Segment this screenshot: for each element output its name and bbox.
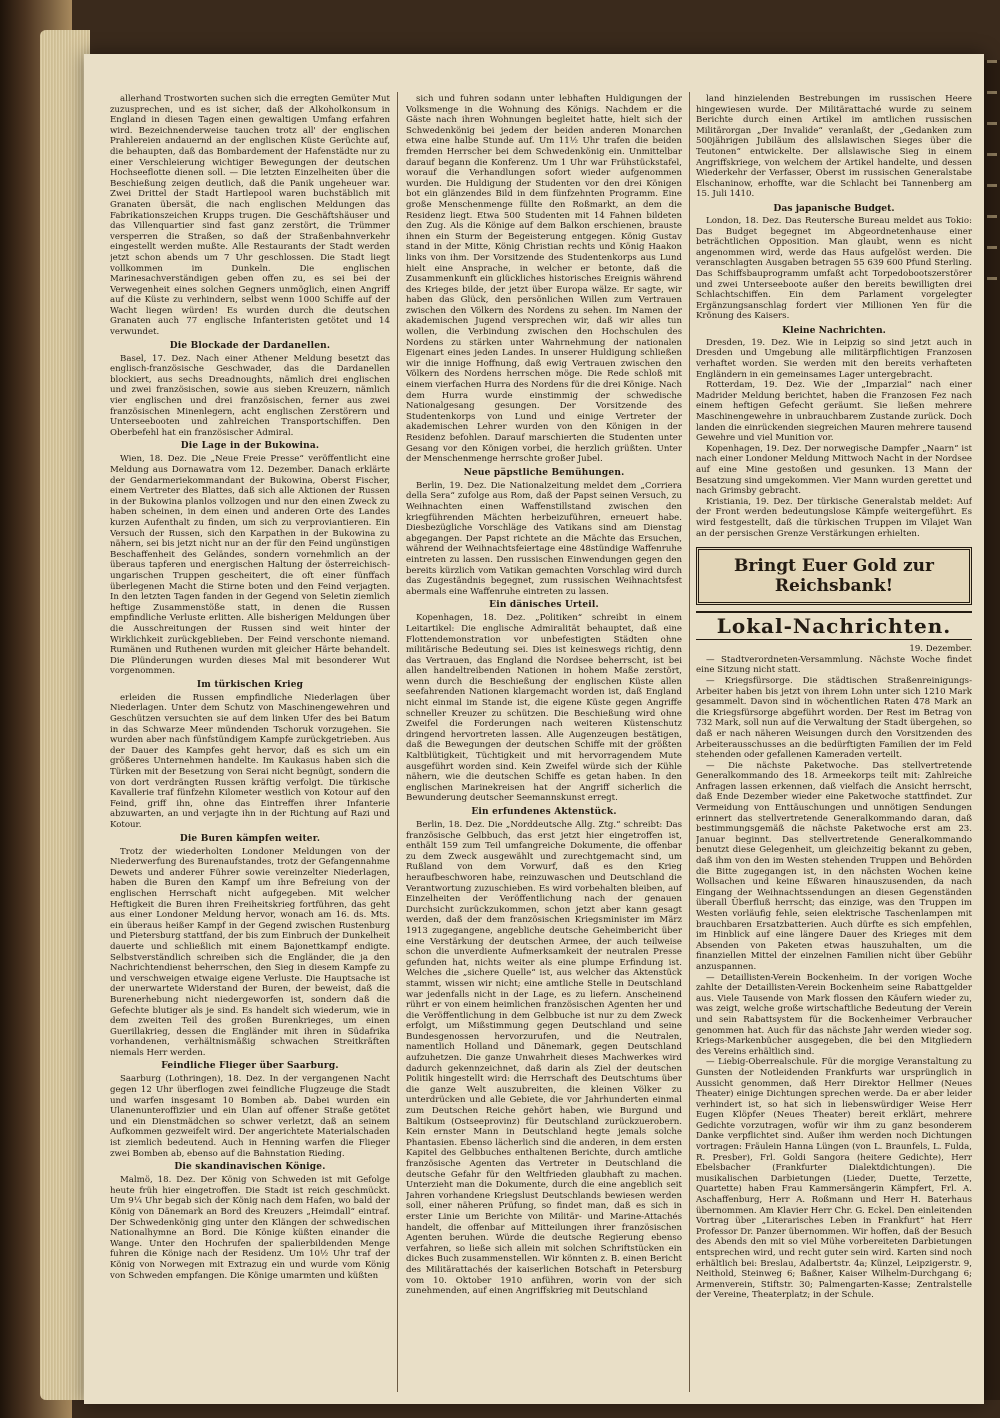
column-3: [696, 94, 972, 1384]
article-paragraph: Berlin, 19. Dez. Die Nationalzeitung meldet dem „Corriera della Sera“ zufolge aus Rom, daß der Papst seinen Versuch, zu Weihnachten einen Waffenstillstand zwischen den kriegführenden Mächten herbeizuführen, erneuert habe. Diesbezügliche Vorschläge des Vatikans sind am Dienstag abgegangen. Der Papst richtete an die Mächte das Ersuchen, während der Weihnachtsfeiertage eine 48stündige Waffenruhe eintreten zu lassen. Den russischen Einwendungen gegen den bereits kürzlich vom Vatikan gemachten Vorschlag wird durch das Zugeständnis begegnet, zum russischen Weihnachtsfest abermals eine Waffenruhe eintreten zu lassen.: [406, 480, 682, 597]
article-heading: Die skandinavischen Könige.: [174, 1162, 326, 1173]
article-paragraph: Berlin, 18. Dez. Die „Norddeutsche Allg. Ztg.“ schreibt: Das französische Gelbbuch, das erst jetzt hier eingetroffen ist, enthält 159 zum Teil umfangreiche Dokumente, die offenbar zu dem Zweck ausgewählt und zurechtgemacht sind, um Rußland von dem Vorwurf, daß es den Krieg heraufbeschworen habe, reinzuwaschen und Deutschland die Verantwortung zuzuschieben. Es wird vorbehalten bleiben, auf Einzelheiten der Veröffentlichung nach der genauen Durchsicht zurückzukommen, schon jetzt aber kann gesagt werden, daß der dem französischen Kriegsminister im März 1913 zugegangene, angebliche deutsche Geheimbericht über eine Verstärkung der deutschen Armee, der auch teilweise schon die unverdiente Aufmerksamkeit der neutralen Presse gefunden hat, nichts weiter als eine plumpe Erfindung ist. Welches die „sichere Quelle“ ist, aus welcher das Aktenstück stammt, wissen wir nicht; eine amtliche Stelle in Deutschland war jedenfalls nicht in der Lage, es zu liefern. Anscheinend rührt er von einem heimlichen französischen Agenten her und die Veröffentlichung in dem Gelbbuche ist nur zu dem Zweck erfolgt, um Mißstimmung gegen Deutschland und seine Bundesgenossen hervorzurufen, und die Neutralen, namentlich Holland und Dänemark, gegen Deutschland aufzuhetzen. Die ganze Unwahrheit dieses Machwerkes wird dadurch gekennzeichnet, daß darin als Ziel der deutschen Politik hingestellt wird: die Herrschaft des Deutschtums über die ganze Welt auszubreiten, die kleinen Völker zu unterdrücken und alle Gebiete, die vor Jahrhunderten einmal zum Deutschen Reiche gehört haben, wie Burgund und Baltikum (Ostseeprovinz) für Deutschland zurückzuerobern. Kein ernster Mann in Deutschland hegte jemals solche Phantasien. Ebenso lächerlich sind die anderen, in dem ersten Kapitel des Gelbbuches enthaltenen Berichte, durch amtliche französische Agenten das Vertreter in Deutschland die deutsche Gefahr für den Weltfrieden glaubhaft zu machen. Unterzieht man die Dokumente, durch die eine angeblich seit Jahren vorhandene Kriegslust Deutschlands bewiesen werden soll, einer näheren Prüfung, so findet man, daß es sich in erster Linie um Berichte von Militär- und Marine-Attachés handelt, die offenbar auf Mitteilungen ihrer französischen Agenten beruhen. Würde die deutsche Regierung ebenso verfahren, so ließe sich allein mit solchen Schriftstücken ein dickes Buch zusammenstellen. Wir könnten z. B. einen Bericht des Militärattachés der kaiserlichen Botschaft in Petersburg vom 10. Oktober 1910 anführen, worin von der sich zunehmenden, auf einen Angriffskrieg mit Deutschland: [406, 820, 682, 1297]
reichsbank-banner: Bringt Euer Gold zur Reichsbank!: [696, 547, 972, 605]
article-heading: Die Blockade der Dardanellen.: [169, 340, 331, 351]
article-paragraph: Rotterdam, 19. Dez. Wie der „Imparzial“ nach einer Madrider Meldung berichtet, haben die Franzosen Fez nach einem heftigen Gefecht geräumt. Sie ließen mehrere Maschinengewehre in unbrauchbarem Zustande zurück. Doch landen die einrückenden siegreichen Mauren mehrere tausend Gewehre und viel Munition vor.: [696, 380, 972, 444]
article-paragraph: erleiden die Russen empfindliche Niederlagen über Niederlagen. Unter dem Schutz von Maschinengewehren und Geschützen versuchten sie auf dem linken Ufer des bei Batum in das Schwarze Meer mündenden Tschoruk vorzugehen. Sie wurden aber nach fünfstündigem Kampfe zurückgetrieben. Aus der Dauer des Kampfes geht hervor, daß es sich um ein größeres Unternehmen handelte. Im Kaukasus haben sich die Türken mit der Besetzung von Serai nicht begnügt, sondern die von dort verdrängten Russen kräftig verfolgt. Die türkische Kavallerie traf fünfzehn Kilometer westlich von Kotour auf den Feind, griff ihn, ohne das Eintreffen ihrer Infanterie abzuwarten, an und verjagte ihn in der Richtung auf Razi und Kotour.: [110, 692, 390, 830]
article-paragraph: Dresden, 19. Dez. Wie in Leipzig so sind jetzt auch in Dresden und Umgebung alle militärpflichtigen Franzosen verhaftet worden. Sie werden mit den bereits verhafteten Engländern in ein gemeinsames Lager untergebracht.: [696, 337, 972, 380]
article-heading: Das japanische Budget.: [773, 202, 895, 214]
article-paragraph: Wien, 18. Dez. Die „Neue Freie Presse“ veröffentlicht eine Meldung aus Dornawatra vom 12. Dezember. Danach erklärte der Gendarmeriekommandant der Bukowina, Oberst Fischer, einem Vertreter des Blattes, daß sich alle Aktionen der Russen in der Bukowina planlos vollzogen und nur den einen Zweck zu haben scheinen, in dem einen und anderen Orte des Landes kurzen Aufenthalt zu finden, um sich zu verproviantieren. Ein Versuch der Russen, sich den Karpathen in der Bukowina zu nähern, sei bis jetzt nicht nur an der für den Feind ungünstigen Beschaffenheit des Geländes, sondern vornehmlich an der überaus tapferen und energischen Haltung der österreichisch-ungarischen Truppen gescheitert, die oft einer fünffach überlegenen Macht die Stirne boten und den Feind verjagten. In den letzten Tagen fanden in der Gegend von Seletin ziemlich heftige Zusammenstöße statt, in denen die Russen empfindliche Verluste erlitten. Alle bisherigen Meldungen über die Ausschreitungen der Russen sind weit hinter der Wirklichkeit zurückgeblieben. Der Feind verschonte niemand. Rumänen und Ruthenen wurden mit gleicher Härte behandelt. Die Plünderungen wurden dieses Mal mit besonderer Wut vorgenommen.: [110, 454, 390, 677]
article-paragraph: Malmö, 18. Dez. Der König von Schweden ist mit Gefolge heute früh hier eingetroffen. Die Stadt ist reich geschmückt. Um 9¼ Uhr begab sich der König nach dem Hafen, wo bald der König von Dänemark an Bord des Kreuzers „Heimdall“ eintraf. Der Schwedenkönig ging unter den Klängen der schwedischen Nationalhymne an Bord. Die Könige küßten einander die Wange. Unter den Hochrufen der spalierbildenden Menge fuhren die Könige nach der Residenz. Um 10½ Uhr traf der König von Norwegen mit Extrazug ein und wurde vom König von Schweden empfangen. Die Könige umarmten und küßten: [110, 1175, 390, 1281]
article-heading: Die Buren kämpfen weiter.: [179, 833, 321, 844]
article-heading: Kleine Nachrichten.: [782, 324, 886, 336]
article-paragraph: — Stadtverordneten-Versammlung. Nächste Woche findet eine Sitzung nicht statt.: [696, 654, 972, 676]
article-paragraph: Kopenhagen, 18. Dez. „Politiken“ schreibt in einem Leitartikel: Die englische Admiralität behauptet, daß eine Flottendemonstration vor unbefestigten Städten ohne militärische Bedeutung sei. Dies ist keineswegs richtig, denn das Vertrauen, das England die Nordsee beherrscht, ist bei allen handeltreibenden Nationen in hohem Maße zerstört, wenn durch die Beschießung der englischen Küste allen seefahrenden Nationen klargemacht worden ist, daß England nicht einmal im Stande ist, die eigene Küste gegen Angriffe schneller Kreuzer zu schützen. Die Beschießung wird ohne Zweifel die Forderungen nach weiteren Küstenschutz dringend hervortreten lassen. Alle Augenzeugen bestätigen, daß die Bewegungen der deutschen Schiffe mit der größten Kaltblütigkeit, Tüchtigkeit und mit hervorragendem Mute ausgeführt worden sind. Kein Zweifel würde sich der Kühle nähern, wie die deutschen Schiffe es getan haben. In den englischen Marinekreisen hat der Angriff sicherlich die Bewunderung deutscher Seemannskunst erregt.: [406, 613, 682, 804]
article-paragraph: sich und fuhren sodann unter lebhaften Huldigungen der Volksmenge in die Wohnung des Königs. Nachdem er die Gäste nach ihren Wohnungen begleitet hatte, hielt sich der Schwedenkönig bei jedem der beiden anderen Monarchen etwa eine halbe Stunde auf. Um 11½ Uhr trafen die beiden fremden Herrscher bei dem Schwedenkönig ein. Unmittelbar darauf begann die Konferenz. Um 1 Uhr war Frühstückstafel, worauf die Verhandlungen sofort wieder aufgenommen wurden. Die Huldigung der Studenten vor den drei Königen bot ein glänzendes Bild in dem fünfzehnten Programm. Eine große Menschenmenge füllte den Roßmarkt, an dem die Residenz liegt. Etwa 500 Studenten mit 14 Fahnen bildeten den Zug. Als die Könige auf dem Balkon erschienen, brauste ihnen ein Sturm der Begeisterung entgegen. König Gustav stand in der Mitte, König Christian rechts und König Haakon links von ihm. Der Vorsitzende des Studentenkorps aus Lund hielt eine Ansprache, in welcher er betonte, daß die Zusammenkunft ein glückliches historisches Ereignis während des Krieges bilde, der jetzt über Europa wälze. Er sagte, wir haben das Glück, den persönlichen Willen zum Vertrauen zwischen den Völkern des Nordens zu sehen. Im Namen der akademischen Jugend versprechen wir, daß wir alles tun wollen, die Verbindung zwischen den Hochschulen des Nordens zu stärken unter Wahrnehmung der nationalen Eigenart eines jeden Landes. In unserer Huldigung schließen wir die innige Hoffnung, daß ewig Vertrauen zwischen den Völkern des Nordens herrschen möge. Die Rede schloß mit einem vierfachen Hurra des Nordens für die drei Könige. Nach dem Hurra wurde einstimmig der schwedische Nationalgesang gesungen. Der Vorsitzende des Studentenkorps von Lund und einige Vertreter der akademischen Lehrer wurden von den Königen in der Residenz befohlen. Darauf marschierten die Studenten unter Gesang vor den Königen vorbei, die herzlich grüßten. Unter der Menschenmenge herrschte großer Jubel.: [406, 94, 682, 465]
article-paragraph: — Kriegsfürsorge. Die städtischen Straßenreinigungs-Arbeiter haben bis jetzt von ihrem Lohn unter sich 1210 Mark gesammelt. Davon sind in wöchentlichen Raten 478 Mark an die Kriegsfürsorge abgeführt worden. Der Rest im Betrag von 732 Mark, soll nun auf die Verwaltung der Stadt übergehen, so daß er nach näheren Weisungen durch den Vorsitzenden des Arbeiterausschusses an die bedürftigten Familien der im Feld stehenden oder gefallenen Kameraden verteilt.: [696, 675, 972, 761]
article-paragraph: Trotz der wiederholten Londoner Meldungen von der Niederwerfung des Burenaufstandes, trotz der Gefangennahme Dewets und anderer Führer sowie vereinzelter Niederlagen, haben die Buren den Kampf um ihre Befreiung von der englischen Herrschaft nicht aufgegeben. Mit welcher Heftigkeit die Buren ihren Freiheitskrieg fortführen, das geht aus einer Londoner Meldung hervor, wonach am 16. ds. Mts. ein überaus heißer Kampf in der Gegend zwischen Rustenburg und Pietersburg stattfand, der bis zum Einbruch der Dunkelheit dauerte und schließlich mit einem Bajonettkampf endigte. Selbstverständlich schreiben sich die Engländer, die ja den Nachrichtendienst beherrschen, den Sieg in diesem Kampfe zu und verschweigen etwaige eigene Verluste. Die Hauptsache ist der unerwartete Widerstand der Buren, der beweist, daß die Burenerhebung nicht niedergeworfen ist, sondern daß die Gefechte blutiger als je sind. Es handelt sich wiederum, wie in dem zweiten Teil des großen Burenkrieges, um einen Guerillakrieg, dessen die Engländer mit ihren in Südafrika vorhandenen, verhältnismäßig schwachen Streitkräften niemals Herr werden.: [110, 846, 390, 1058]
next-page-edge: [984, 60, 1000, 1400]
article-paragraph: — Die nächste Paketwoche. Das stellvertretende Generalkommando des 18. Armeekorps teilt mit: Zahlreiche Anfragen lassen erkennen, daß vielfach die Ansicht herrscht, daß Ende Dezember wieder eine Paketwoche stattfindet. Zur Vermeidung von Enttäuschungen und unnötigen Sendungen erinnert das stellvertretende Generalkommando daran, daß bestimmungsgemäß die nächste Paketwoche erst am 23. Januar beginnt. Das stellvertretende Generalkommando benutzt diese Gelegenheit, um gleichzeitig bekannt zu geben, daß ihm von den im Westen stehenden Truppen und Behörden die Bitte zugegangen ist, in den nächsten Wochen keine Wollsachen und keine Eßwaren hinauszusenden, da nach Eingang der Weihnachtssendungen an diesen Gegenständen überall Überfluß herrscht; das einzige, was den Truppen im Westen vorläufig fehle, seien elektrische Taschenlampen mit brauchbaren Ersatzbatterien. Auch dürfte es sich empfehlen, im Hinblick auf eine längere Dauer des Krieges mit dem Absenden von Paketen etwas hauszuhalten, um die finanziellen Mittel der einzelnen Familien nicht über Gebühr anzuspannen.: [696, 760, 972, 972]
dateline: 19. Dezember.: [909, 644, 972, 655]
article-heading: Feindliche Flieger über Saarburg.: [161, 1061, 339, 1072]
article-paragraph: Kopenhagen, 19. Dez. Der norwegische Dampfer „Naarn“ ist nach einer Londoner Meldung Mittwoch Nacht in der Nordsee auf eine Mine gestoßen und gesunken. 13 Mann der Besatzung sind umgekommen. Vier Mann wurden gerettet und nach Grimsby gebracht.: [696, 443, 972, 497]
article-paragraph: — Liebig-Oberrealschule. Für die morgige Veranstaltung zu Gunsten der Notleidenden Frankfurts war ursprünglich in Aussicht genommen, daß Herr Direktor Hellmer (Neues Theater) einige Dichtungen sprechen werde. Da er aber leider verhindert ist, so hat sich in liebenswürdiger Weise Herr Eugen Klöpfer (Neues Theater) bereit erklärt, mehrere Gedichte vorzutragen, wofür wir ihm zu ganz besonderem Danke verpflichtet sind. Außer ihm werden noch Dichtungen vortragen: Fräulein Hanna Lüngen (von L. Braunfels, L. Fulda, R. Presber), Frl. Goldi Sangora (heitere Gedichte), Herr Ebelsbacher (Frankfurter Dialektdichtungen). Die musikalischen Darbietungen (Lieder, Duette, Terzette, Quartette) haben Frau Kammersängerin Kämpfert, Frl. A. Aschaffenburg, Herr A. Roßmann und Herr H. Baterhaus übernommen. Am Klavier Herr Chr. G. Eckel. Den einleitenden Vortrag über „Literarisches Leben in Frankfurt“ hat Herr Professor Dr. Panzer übernommen. Wir hoffen, daß der Besuch des Abends den mit so viel Mühe vorbereiteten Darbietungen entsprechen wird, und recht guter sein wird. Karten sind noch erhältlich bei: Breslau, Adalbertstr. 4a; Künzel, Leipzigerstr. 9, Neithold, Steinweg 6; Baßner, Kaiser Wilhelm-Durchgang 6; Armenverein, Stiftstr. 30; Palmengarten-Kasse; Zentralstelle der Vereine, Theaterplatz; in der Schule.: [696, 1057, 972, 1301]
column-rule: [689, 92, 690, 1392]
section-title-local-news: Lokal-Nachrichten.: [696, 611, 972, 640]
column-rule: [397, 92, 398, 1392]
article-paragraph: — Detaillisten-Verein Bockenheim. In der vorigen Woche zahlte der Detaillisten-Verein Bockenheim seine Rabattgelder aus. Viele Tausende von Mark flossen den Käufern wieder zu, was zeigt, welche große wirtschaftliche Bedeutung der Verein und sein Rabattsystem für die Bockenheimer Verbraucher genommen hat. Auch für das nächste Jahr werden wieder sog. Kriegs-Markenbücher ausgegeben, die bei den Mitgliedern des Vereins erhältlich sind.: [696, 972, 972, 1057]
article-heading: Ein erfundenes Aktenstück.: [471, 807, 617, 817]
article-paragraph: Kristiania, 19. Dez. Der türkische Generalstab meldet: Auf der Front werden bedeutungslose Kämpfe weitergeführt. Es wird festgestellt, daß die türkischen Truppen im Vilajet Wan an der persischen Grenze Verstärkungen erhielten.: [696, 496, 972, 539]
article-paragraph: London, 18. Dez. Das Reutersche Bureau meldet aus Tokio: Das Budget begegnet im Abgeordnetenhause einer beträchtlichen Opposition. Man glaubt, wenn es nicht angenommen wird, werde das Haus aufgelöst werden. Die veranschlagten Ausgaben betragen 55 639 600 Pfund Sterling. Das Schiffsbauprogramm umfaßt acht Torpedobootszerstörer und zwei Unterseeboote außer den bereits bewilligten drei Schlachtschiffen. Ein dem Parlament vorgelegter Ergänzungsanschlag fordert vier Millionen Yen für die Krönung des Kaisers.: [696, 215, 972, 322]
newspaper-page: [84, 54, 984, 1404]
column-1: [110, 94, 390, 1384]
article-heading: Im türkischen Krieg: [196, 679, 304, 690]
article-heading: Neue päpstliche Bemühungen.: [463, 467, 625, 478]
column-2: [406, 94, 682, 1384]
article-paragraph: Basel, 17. Dez. Nach einer Athener Meldung besetzt das englisch-französische Geschwader, das die Dardanellen blockiert, aus sechs Dreadnoughts, nämlich drei englischen und zwei französischen, sowie aus sieben Kreuzern, nämlich vier englischen und drei französischen, ferner aus zwei französischen Minenlegern, acht englischen Zerstörern und Unterseebooten und zahlreichen Transportschiffen. Den Oberbefehl hat ein französischer Admiral.: [110, 353, 390, 438]
article-paragraph: land hinzielenden Bestrebungen im russischen Heere hingewiesen wurde. Der Militärattaché wurde zu seinem Berichte durch einen Artikel im amtlichen russischen Militärorgan „Der Invalide“ veranlaßt, der „Gedanken zum 500jährigen Jubiläum des allslawischen Sieges über die Teutonen“ entwickelte. Der allslawische Sieg in einem Angriffskriege, von welchem der Artikel handelte, und dessen Wiederkehr der Verfasser, Oberst im russischen Generalstabe Elschaninow, erhoffte, war die Schlacht bei Tannenberg am 15. Juli 1410.: [696, 94, 972, 200]
article-paragraph: Saarburg (Lothringen), 18. Dez. In der vergangenen Nacht gegen 12 Uhr überflogen zwei feindliche Flugzeuge die Stadt und warfen insgesamt 10 Bomben ab. Dabei wurden ein Ulanenunteroffizier und ein Ulan auf offener Straße getötet und ein Dienstmädchen so schwer verletzt, daß an seinem Aufkommen gezweifelt wird. Der angerichtete Materialschaden ist ziemlich bedeutend. Auch in Henning warfen die Flieger zwei Bomben ab, ebenso auf die Bahnstation Rieding.: [110, 1074, 390, 1159]
page-edges: [40, 30, 90, 1400]
article-paragraph: allerhand Trostworten suchen sich die erregten Gemüter Mut zuzusprechen, und es ist sicher, daß der Alkoholkonsum in England in diesen Tagen einen gewaltigen Umfang erfahren wird. Bezeichnenderweise tauchen trotz all' der englischen Prahlereien andauernd an der englischen Küste Gerüchte auf, die behaupten, daß das Bombardement der Hafenstädte nur zu einer Verschleierung wichtiger Bewegungen der deutschen Hochseeflotte dienen soll. — Die letzten Einzelheiten über die Beschießung zeigen deutlich, daß die Panik ungeheuer war. Zwei Drittel der Stadt Hartlepool waren buchstäblich mit Granaten übersät, die nach englischen Meldungen das Fabrikationszeichen Krupps trugen. Die Geschäftshäuser und das Villenquartier sind fast ganz zerstört, die Trümmer versperren die Straßen, so daß der Straßenbahnverkehr eingestellt werden mußte. Alle Restaurants der Stadt werden jetzt schon abends um 7 Uhr geschlossen. Die Stadt liegt vollkommen im Dunkeln. Die englischen Marinesachverständigen geben offen zu, es sei bei der Verwegenheit eines solchen Gegners unmöglich, einen Angriff auf die Küste zu verhindern, selbst wenn 1000 Schiffe auf der Wacht liegen würden! Es wurden durch die deutschen Granaten auch 77 englische Infanteristen getötet und 14 verwundet.: [110, 94, 390, 338]
article-heading: Die Lage in der Bukowina.: [180, 441, 320, 452]
article-heading: Ein dänisches Urteil.: [489, 600, 599, 611]
